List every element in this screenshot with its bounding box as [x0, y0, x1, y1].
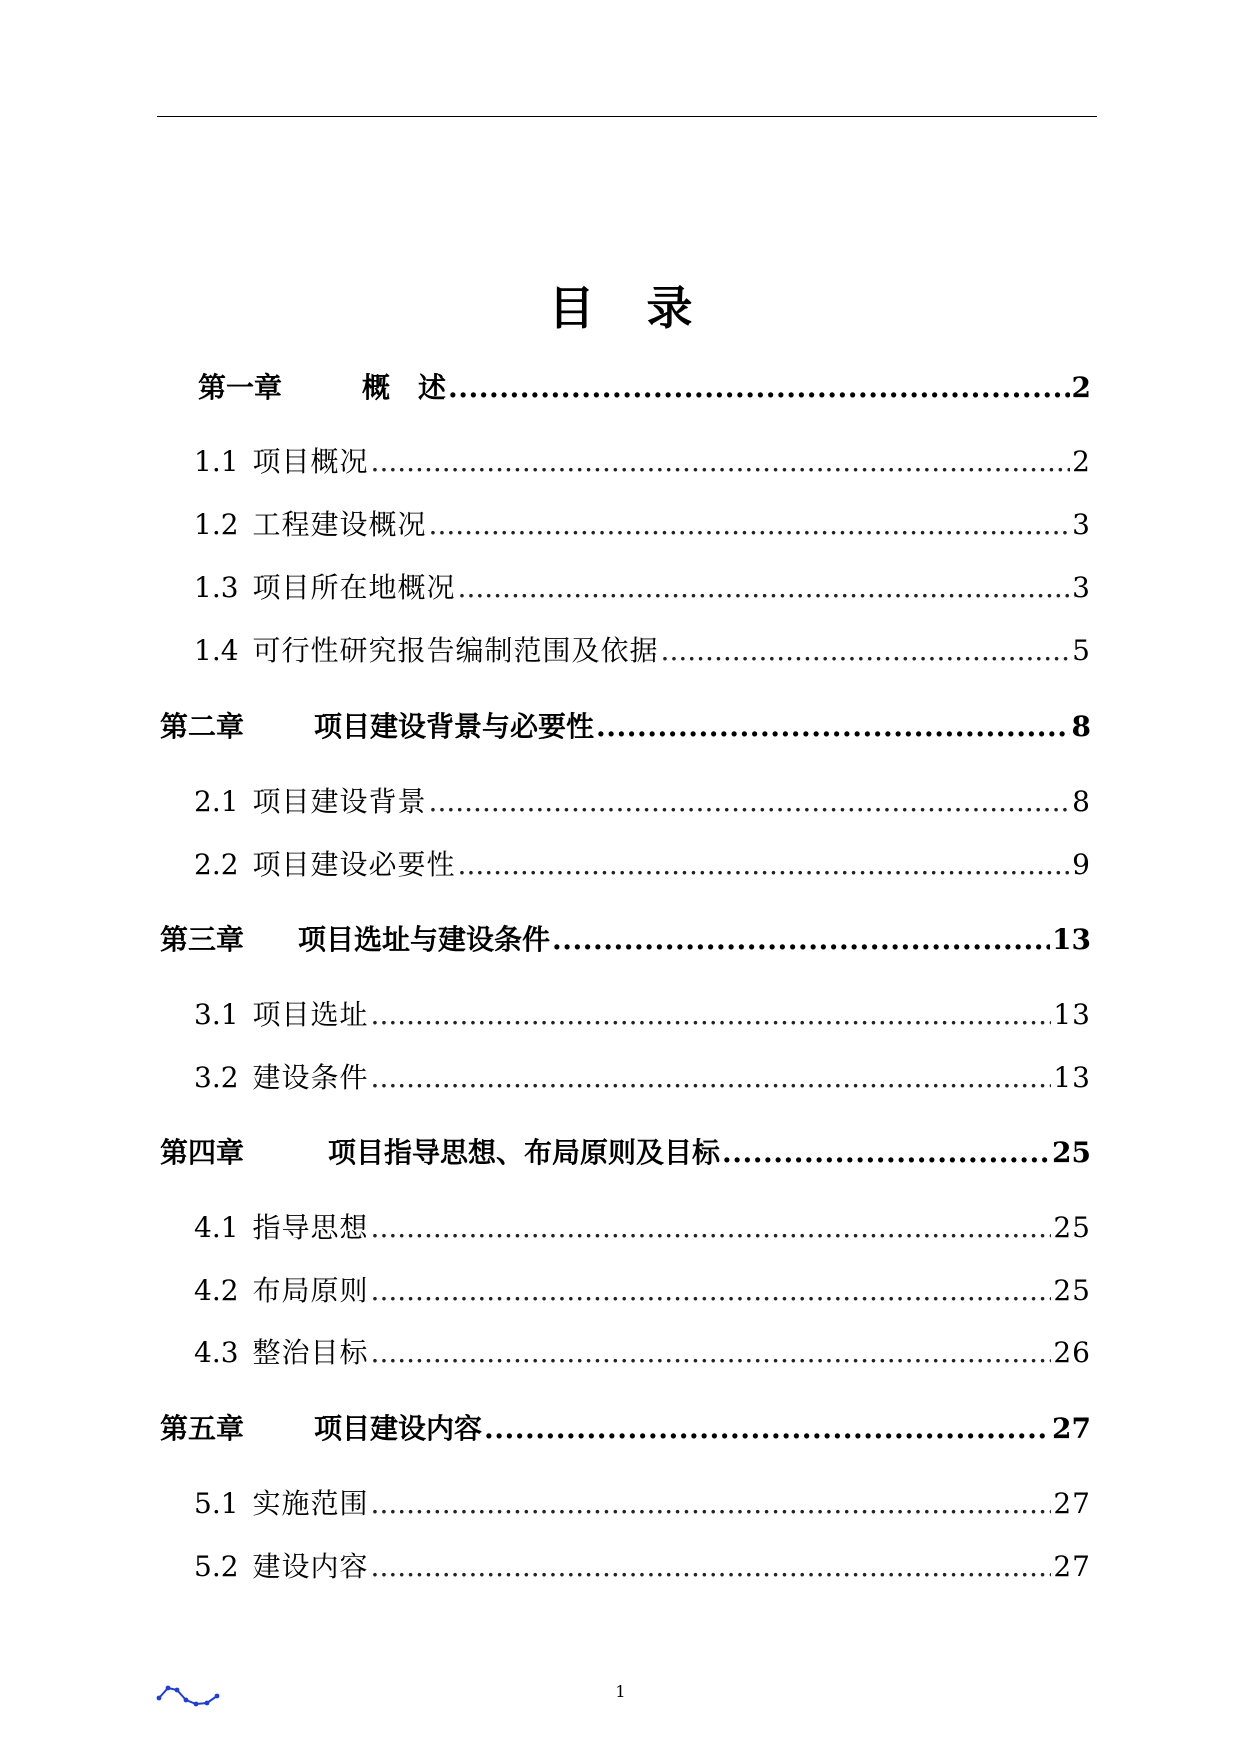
section-title: 整治目标 — [252, 1336, 369, 1369]
section-number: 1.1 — [194, 445, 239, 478]
section-number: 1.3 — [194, 571, 239, 604]
chapter-title: 概 述 — [362, 371, 447, 404]
toc-chapter-5[interactable] — [160, 1409, 1091, 1449]
section-title: 项目概况 — [252, 445, 369, 478]
section-number: 1.4 — [194, 634, 239, 667]
chapter-number: 第二章 — [160, 710, 245, 743]
page-number: 3 — [1072, 571, 1091, 604]
dot-leader — [448, 368, 1069, 408]
dot-leader — [552, 920, 1050, 960]
section-number: 3.2 — [194, 1061, 239, 1094]
dot-leader — [661, 631, 1071, 671]
section-number: 5.1 — [194, 1487, 239, 1520]
page-number: 13 — [1053, 998, 1091, 1031]
section-title: 指导思想 — [252, 1211, 369, 1244]
page-number: 25 — [1052, 1136, 1091, 1169]
page-number: 13 — [1052, 923, 1091, 956]
chapter-title: 项目选址与建设条件 — [298, 923, 551, 956]
chapter-number: 第一章 — [198, 371, 283, 404]
dot-leader — [429, 782, 1071, 822]
chapter-number: 第四章 — [160, 1136, 245, 1169]
dot-leader — [371, 1333, 1052, 1373]
toc-section-1-3[interactable] — [194, 568, 1091, 608]
dot-leader — [371, 1208, 1052, 1248]
page-number: 3 — [1072, 508, 1091, 541]
section-title: 项目建设必要性 — [252, 848, 456, 881]
section-title: 项目所在地概况 — [252, 571, 456, 604]
dot-leader — [371, 1484, 1052, 1524]
chapter-title: 项目建设内容 — [314, 1412, 483, 1445]
toc-section-3-1[interactable] — [194, 995, 1091, 1035]
toc-section-4-3[interactable] — [194, 1333, 1091, 1373]
toc-section-1-2[interactable] — [194, 505, 1091, 545]
section-number: 3.1 — [194, 998, 239, 1031]
toc-chapter-4[interactable] — [160, 1133, 1091, 1173]
page-number: 25 — [1053, 1211, 1091, 1244]
section-number: 5.2 — [194, 1550, 239, 1583]
toc-section-5-1[interactable] — [194, 1484, 1091, 1524]
toc-section-3-2[interactable] — [194, 1058, 1091, 1098]
page-number: 26 — [1053, 1336, 1091, 1369]
chapter-title: 项目指导思想、布局原则及目标 — [328, 1136, 721, 1169]
toc-chapter-1[interactable] — [198, 368, 1091, 408]
title-char-1: 目 — [548, 281, 595, 335]
dot-leader — [458, 568, 1071, 608]
page-number: 2 — [1071, 371, 1091, 404]
dot-leader — [484, 1409, 1050, 1449]
section-title: 实施范围 — [252, 1487, 369, 1520]
toc-section-1-4[interactable] — [194, 631, 1091, 671]
section-number: 1.2 — [194, 508, 239, 541]
dot-leader — [371, 1058, 1052, 1098]
page-number: 13 — [1053, 1061, 1091, 1094]
toc-section-2-1[interactable] — [194, 782, 1091, 822]
page-number: 8 — [1071, 710, 1091, 743]
toc-section-5-2[interactable] — [194, 1547, 1091, 1587]
dot-leader — [371, 442, 1071, 482]
section-title: 项目建设背景 — [252, 785, 427, 818]
page-number: 8 — [1072, 785, 1091, 818]
page-number: 2 — [1072, 445, 1091, 478]
page-number: 27 — [1053, 1550, 1091, 1583]
title-char-2: 录 — [646, 281, 693, 335]
section-title: 项目选址 — [252, 998, 369, 1031]
toc-chapter-2[interactable] — [160, 707, 1091, 747]
section-number: 4.2 — [194, 1274, 239, 1307]
dot-leader — [371, 1271, 1052, 1311]
chapter-number: 第三章 — [160, 923, 245, 956]
page-number: 5 — [1072, 634, 1091, 667]
toc-section-4-1[interactable] — [194, 1208, 1091, 1248]
footer-page-number: 1 — [615, 1682, 626, 1701]
dot-leader — [371, 995, 1052, 1035]
page-number: 9 — [1072, 848, 1091, 881]
page-number: 27 — [1052, 1412, 1091, 1445]
page-number: 25 — [1053, 1274, 1091, 1307]
dot-leader — [429, 505, 1071, 545]
toc-section-4-2[interactable] — [194, 1271, 1091, 1311]
section-title: 可行性研究报告编制范围及依据 — [252, 634, 659, 667]
page-number: 27 — [1053, 1487, 1091, 1520]
chapter-number: 第五章 — [160, 1412, 245, 1445]
dot-leader — [722, 1133, 1050, 1173]
dot-leader — [596, 707, 1069, 747]
dot-leader — [371, 1547, 1052, 1587]
section-number: 4.1 — [194, 1211, 239, 1244]
toc-section-2-2[interactable] — [194, 845, 1091, 885]
section-title: 建设条件 — [252, 1061, 369, 1094]
section-number: 2.1 — [194, 785, 239, 818]
section-title: 布局原则 — [252, 1274, 369, 1307]
section-number: 2.2 — [194, 848, 239, 881]
dot-leader — [458, 845, 1071, 885]
chapter-title: 项目建设背景与必要性 — [314, 710, 595, 743]
toc-section-1-1[interactable] — [194, 442, 1091, 482]
section-number: 4.3 — [194, 1336, 239, 1369]
section-title: 建设内容 — [252, 1550, 369, 1583]
section-title: 工程建设概况 — [252, 508, 427, 541]
toc-chapter-3[interactable] — [160, 920, 1091, 960]
